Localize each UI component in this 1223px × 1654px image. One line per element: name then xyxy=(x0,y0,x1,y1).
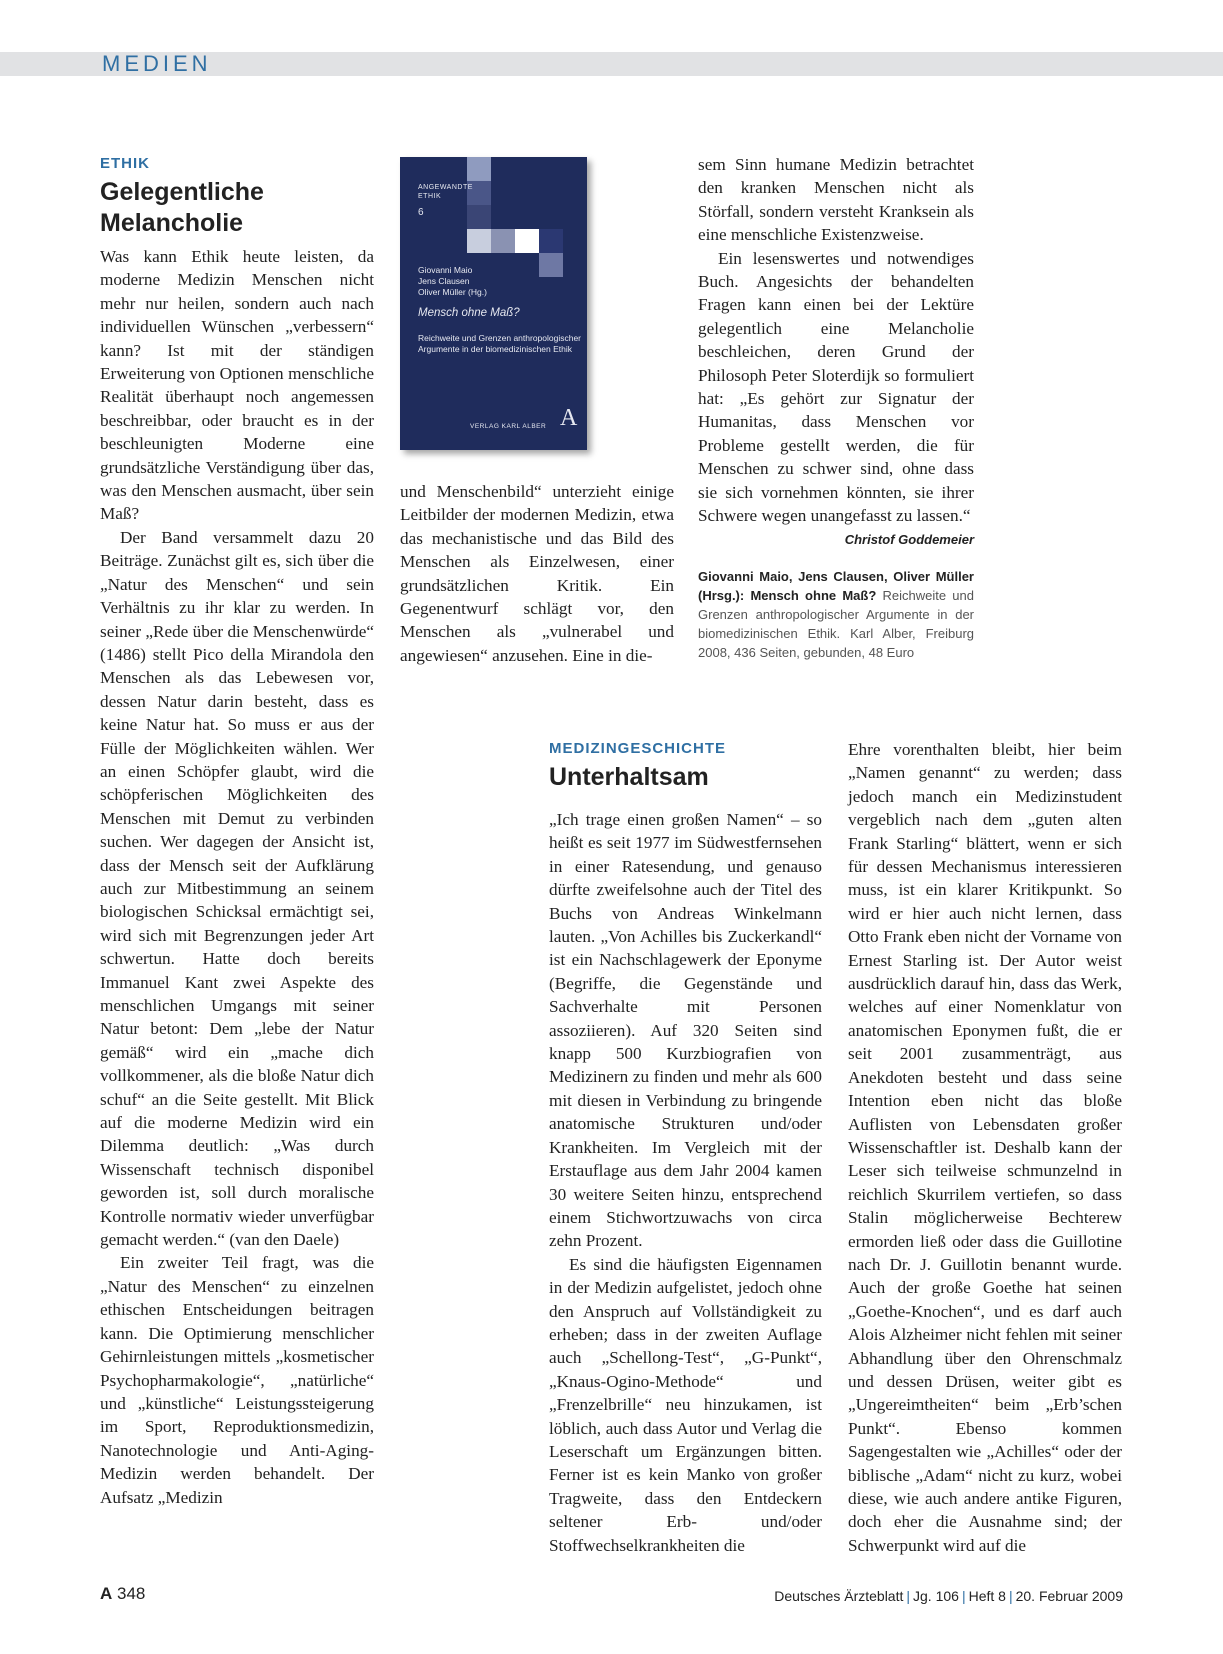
book-reference-title: Giovanni Maio, Jens Clausen, Oliver Müller (Hrsg.): Mensch ohne Maß? xyxy=(698,569,974,603)
article2-paragraph-2: Es sind die häufigsten Eigennamen in der Medizin aufgelistet, jedoch ohne den Anspruch auf Vollständigkeit zu erheben; dass in der zweiten Auflage auch „Schellong-Test“, „G-Punkt“, „Knaus-Ogino-Methode“ und „Frenzelbrille“ neu hinzukamen, ist löblich, auch dass Autor und Verlag die Leserschaft um Ergänzungen bitten. Ferner ist es kein Manko von großer Tragweite, dass den Entdeckern seltener Erb- und/oder Stoffwechselkrankheiten die xyxy=(549,1254,822,1555)
cover-square xyxy=(467,157,491,181)
publisher-logo-icon: A xyxy=(560,405,578,431)
article1-author: Christof Goddemeier xyxy=(844,531,974,547)
cover-authors: Giovanni Maio Jens Clausen Oliver Müller (Hg.) xyxy=(418,265,487,297)
article1-paragraph-1: Was kann Ethik heute leisten, da moderne Medizin Menschen nicht mehr nur heilen, sondern auch nach individuellen Wünschen „verbessern“ kann? Ist mit der ständigen Erweiterung von Optionen menschliche Realität überhaupt noch angemessen beschreibbar, oder braucht es in der beschleunigten Moderne eine grundsätzliche Verständigung über das, was den Menschen ausmacht, über sein Maß? xyxy=(100,247,374,524)
article1-column-3 xyxy=(698,153,974,551)
page-number-value: 348 xyxy=(117,1584,146,1603)
article1-headline xyxy=(100,177,264,239)
footer-date: 20. Februar 2009 xyxy=(1015,1588,1123,1604)
footer-issue: Heft 8 xyxy=(968,1588,1006,1604)
book-reference-details: Reichweite und Grenzen anthropologischer Argumente in der biomedizinischen Ethik. Karl Alber, Freiburg 2008, 436 Seiten, gebunden, 48 Euro xyxy=(698,588,974,660)
cover-number: 6 xyxy=(418,207,424,218)
separator: | xyxy=(906,1588,911,1604)
cover-square xyxy=(515,229,539,253)
article2-kicker: MEDIZINGESCHICHTE xyxy=(549,740,727,757)
section-label: MEDIEN xyxy=(102,51,212,76)
article1-column-3-paragraph-2 xyxy=(698,247,974,547)
article1-headline-line1: Gelegentliche xyxy=(100,178,264,206)
article2-column-2-text: Ehre vorenthalten bleibt, hier beim „Namen genannt“ zu werden; dass jedoch manch ein Medizinstudent vergeblich nach dem „guten alten Frank Starling“ blättert, wenn er sich für dessen Mechanismus interessieren muss, ist ein klarer Kritikpunkt. So wird er hier auch nicht lernen, dass Otto Frank eben nicht der Vorname von Ernest Starling ist. Der Autor weist ausdrücklich darauf hin, dass das Werk, welches auf einer Nomenklatur von anatomischen Eponymen fußt, die er seit 2001 zusammenträgt, aus Anekdoten besteht und dass seine Intention eben nicht das bloße Auflisten von Lebensdaten großer Wissenschaftler ist. Deshalb kann der Leser sich teilweise schmunzelnd in reichlich Skurrilem vertiefen, so dass Stalin möglicherweise Bechterew ermorden ließ oder dass die Guillotine nach Dr. J. Guillotin benannt wurde. Auch der große Goethe hat seinen „Goethe-Knochen“, und es darf auch Alois Alzheimer nicht fehlen mit seiner Abhandlung über den Ohrenschmalz und dessen Drüsen, weiter gibt es „Ungereimtheiten“ beim „Erb’schen Punkt“. Ebenso kommen Sagengestalten wie „Achilles“ oder der biblische „Adam“ nicht zu kurz, wobei diese, wie auch andere antike Figuren, doch eher die Ausnahme sind; der Schwerpunkt wird auf die xyxy=(848,740,1122,1555)
article1-paragraph-2: Der Band versammelt dazu 20 Beiträge. Zunächst gilt es, sich über die „Natur des Menschen“ und sein Verhältnis zu ihr klar zu werden. In seiner „Rede über die Menschenwürde“ (1486) stellt Pico della Mirandola den Menschen als das Lebewesen vor, dessen Natur darin besteht, dass es keine Natur hat. So muss er aus der Fülle der Möglichkeiten wählen. Wer an einen Schöpfer glaubt, wird die schöpferischen Möglichkeiten des Menschen mit Demut zu verbinden suchen. Wer dagegen der Ansicht ist, dass der Mensch seit der Aufklärung auch zur Mitbestimmung an seinem biologischen Schicksal ermächtigt sei, wird sich mit Begrenzungen jeder Art schwertun. Hatte doch bereits Immanuel Kant zwei Aspekte des menschlichen Umgangs mit seiner Natur betont: Dem „lebe der Natur gemäß“ wird ein „mache dich vollkommener, als die bloße Natur dich schuf“ an die Seite gestellt. Mit Blick auf die moderne Medizin wird ein Dilemma deutlich: „Was durch Wissenschaft technisch disponibel geworden ist, soll durch moralische Kontrolle normativ wieder unverfügbar gemacht werden.“ (van den Daele) xyxy=(100,527,374,1250)
article1-column-3-paragraph-1: sem Sinn humane Medizin betrachtet den kranken Menschen nicht als Störfall, sondern versteht Kranksein als eine menschliche Existenzweise. xyxy=(698,155,974,245)
footer-volume: Jg. 106 xyxy=(913,1588,959,1604)
footer-journal: Deutsches Ärzteblatt xyxy=(774,1588,904,1604)
footer-source xyxy=(774,1588,1123,1604)
separator: | xyxy=(961,1588,966,1604)
cover-series: ANGEWANDTE ETHIK xyxy=(418,184,473,200)
cover-square xyxy=(539,229,563,253)
article2-column-1 xyxy=(549,808,822,1557)
article1-kicker: ETHIK xyxy=(100,155,150,172)
cover-subtitle: Reichweite und Grenzen anthropologischer Argumente in der biomedizinischen Ethik xyxy=(418,333,582,354)
article2-paragraph-1: „Ich trage einen großen Namen“ – so heißt es seit 1977 im Südwestfernsehen in einer Ratesendung, und genauso dürfte zweifelsohne auch der Titel des Buchs von Andreas Winkelmann lauten. „Von Achilles bis Zuckerkandl“ ist ein Nachschlagewerk der Eponyme (Begriffe, die Gegenstände und Sachverhalte mit Personen assoziieren). Auf 320 Seiten sind knapp 500 Kurzbiografien von Medizinern zu finden und mehr als 600 mit diesen in Verbindung zu bringende anatomische Strukturen und/oder Krankheiten. Im Vergleich mit der Erstauflage aus dem Jahr 2004 kamen 30 weitere Seiten hinzu, entsprechend einem Stichwortzuwachs von circa zehn Prozent. xyxy=(549,810,822,1251)
cover-square xyxy=(467,229,491,253)
cover-publisher: VERLAG KARL ALBER xyxy=(470,423,547,430)
article1-column-1 xyxy=(100,245,374,1509)
book-reference xyxy=(698,567,974,662)
page-number xyxy=(100,1584,145,1604)
article2-headline: Unterhaltsam xyxy=(549,763,709,791)
article2-column-2 xyxy=(848,738,1122,1557)
article1-paragraph-3: Ein zweiter Teil fragt, was die „Natur des Menschen“ zu einzelnen ethischen Entscheidungen beitragen kann. Die Optimierung menschlicher Gehirnleistungen mittels „kosmetischer Psychopharmakologie“, „natürliche“ und „künstliche“ Leistungssteigerung im Sport, Reproduktionsmedizin, Nanotechnologie und Anti-Aging-Medizin werden behandelt. Der Aufsatz „Medizin xyxy=(100,1253,374,1507)
article1-headline-line2: Melancholie xyxy=(100,209,244,237)
cover-square xyxy=(491,229,515,253)
article1-column-3-paragraph-2-text: Ein lesenswertes und notwendiges Buch. Angesichts der behandelten Fragen kann einen bei der Lektüre gelegentlich eine Melancholie beschleichen, deren Grund der Philosoph Peter Sloterdijk so formuliert hat: „Es gehört zur Signatur der Humanitas, dass Menschen vor Probleme gestellt werden, die für Menschen zu schwer sind, ohne dass sie sich vornehmen könnten, sie ihrer Schwere wegen unangefasst zu lassen.“ xyxy=(698,248,974,526)
article1-column-2-text: und Menschenbild“ unterzieht einige Leitbilder der modernen Medizin, etwa das mechanistische und das Bild des Menschen als Einzelwesen, einer grundsätzlichen Kritik. Ein Gegenentwurf schlägt vor, den Menschen als „vulnerabel und angewiesen“ anzusehen. Eine in die- xyxy=(400,482,674,665)
cover-square xyxy=(467,205,491,229)
cover-title: Mensch ohne Maß? xyxy=(418,307,520,319)
page-prefix: A xyxy=(100,1584,113,1603)
book-cover xyxy=(400,157,587,450)
article1-column-2 xyxy=(400,480,674,667)
separator: | xyxy=(1008,1588,1013,1604)
